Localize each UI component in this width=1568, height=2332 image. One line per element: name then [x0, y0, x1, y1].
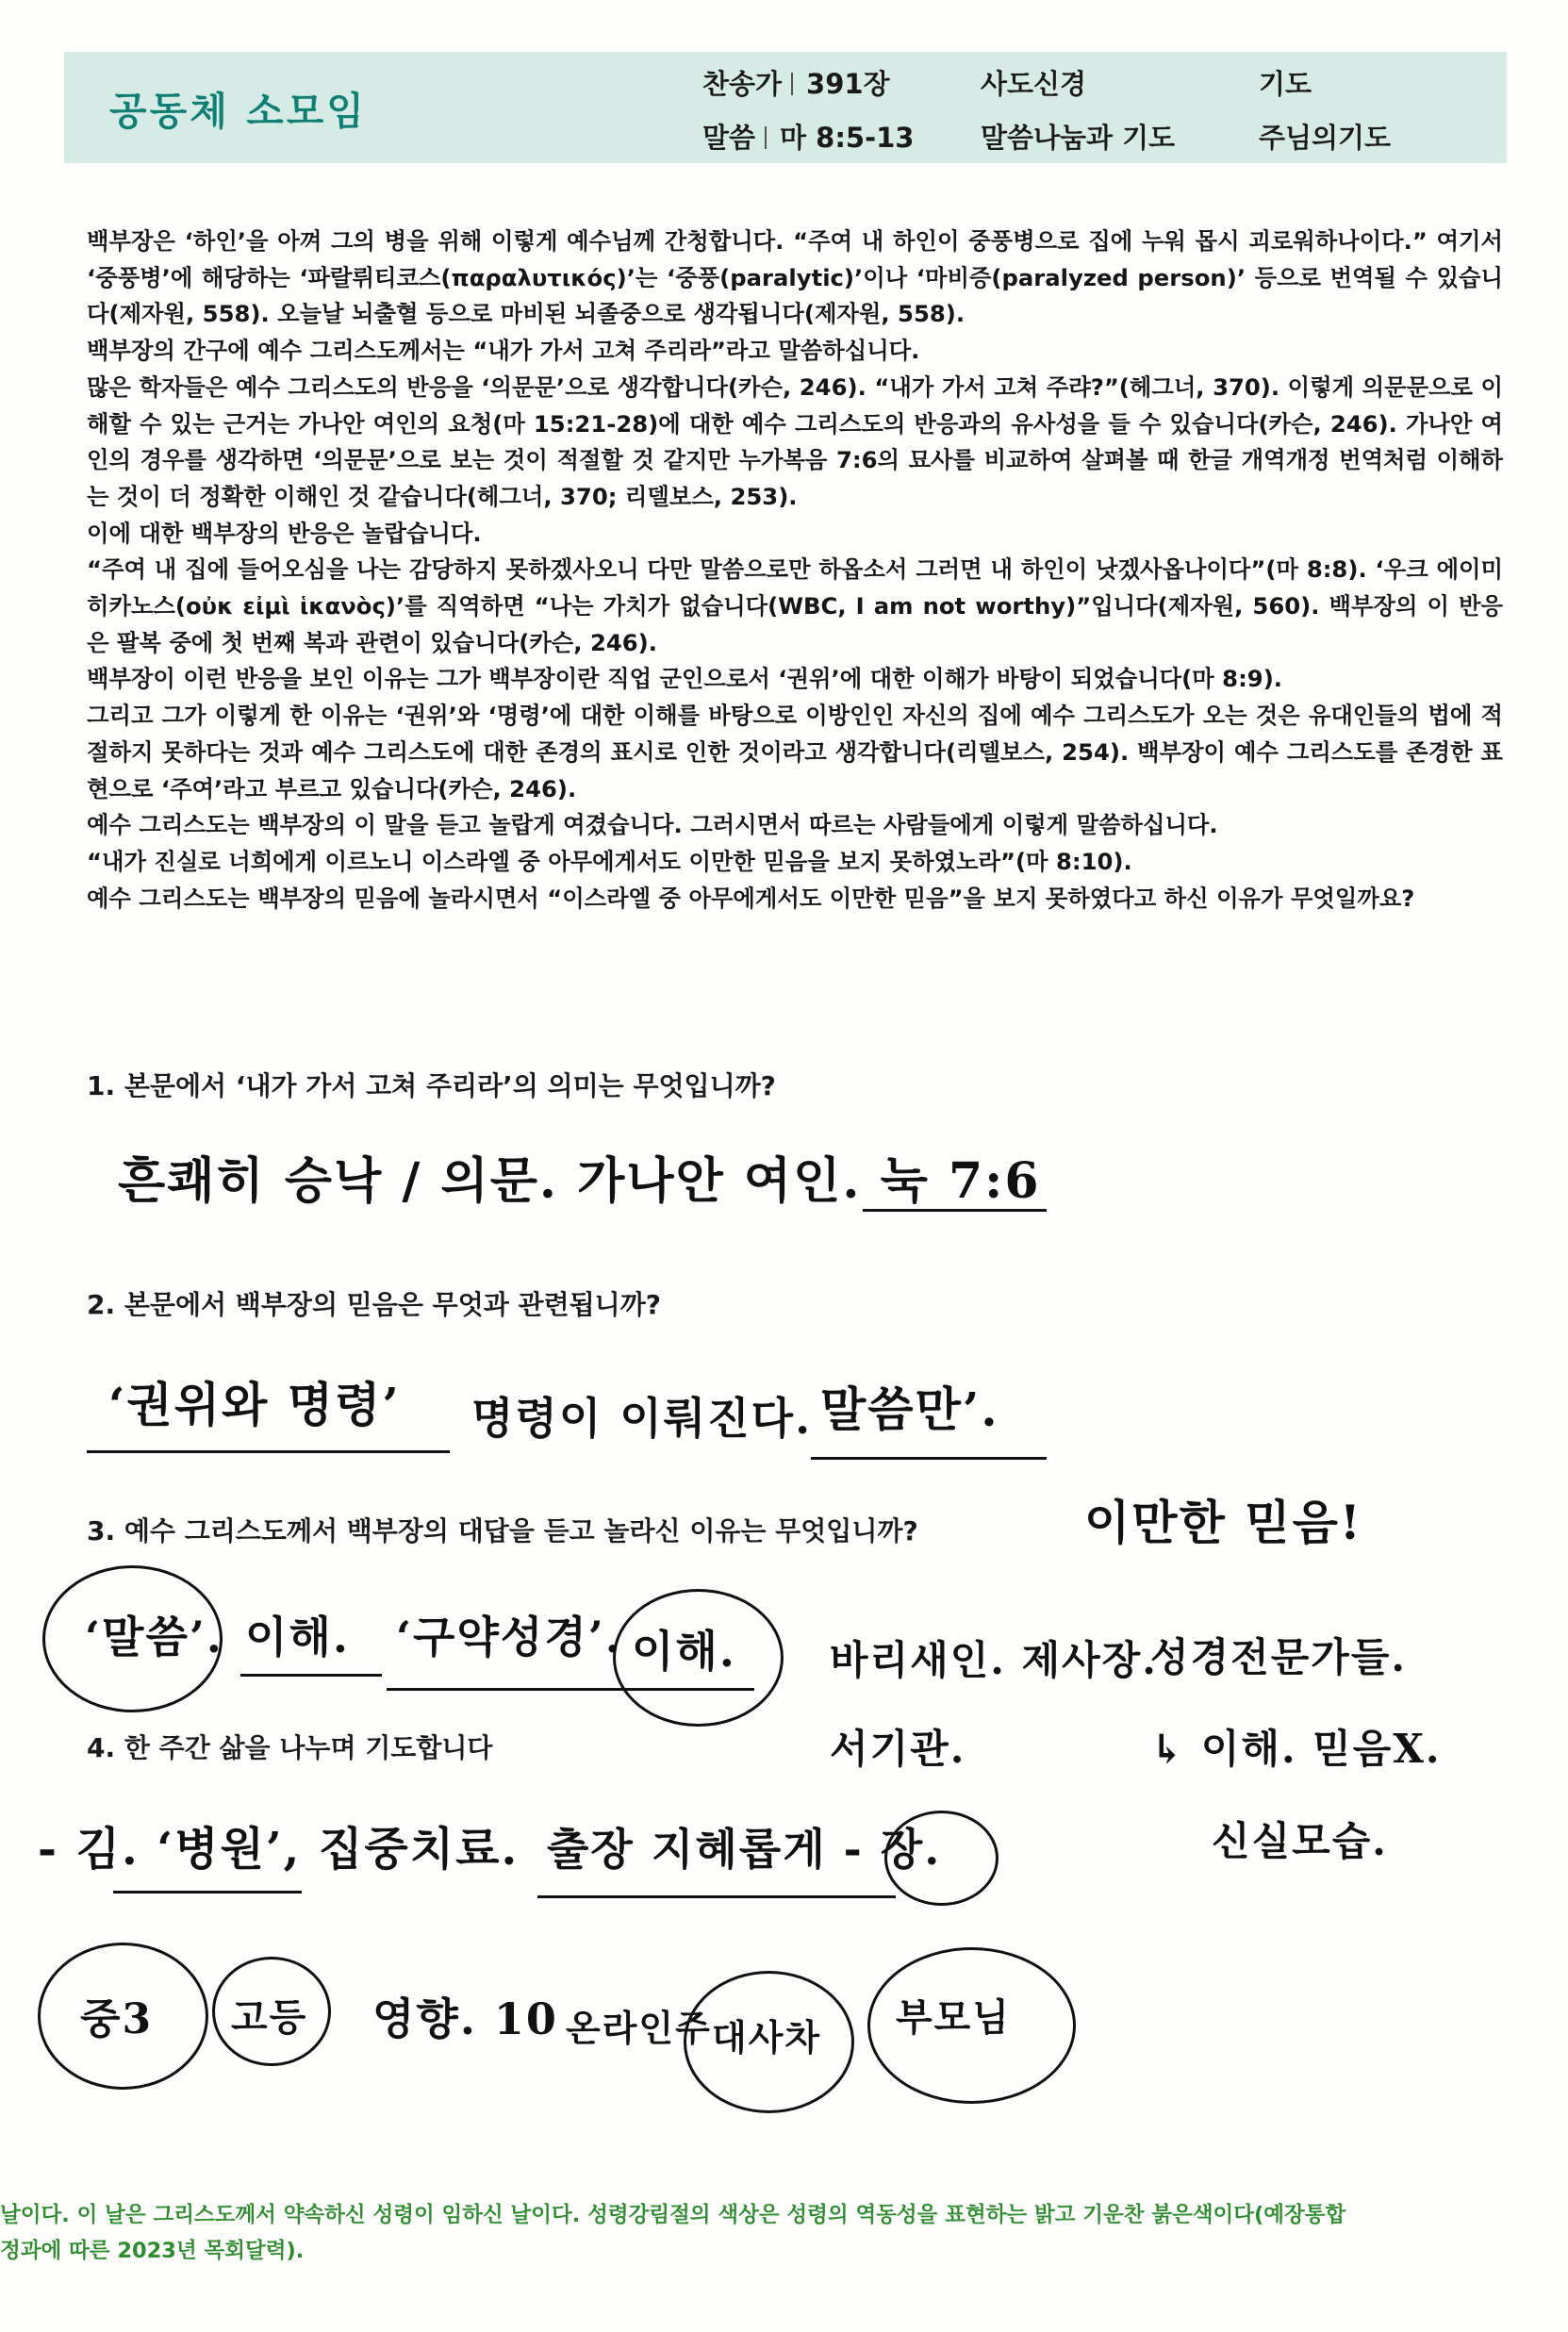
handwritten-answer-4g: 대사차 [712, 2016, 822, 2059]
handwritten-answer-3i: 신실모습. [1212, 1818, 1388, 1864]
handwritten-answer-2c: 말씀만’. [820, 1381, 999, 1437]
underline [87, 1450, 450, 1453]
question-3: 3. 예수 그리스도께서 백부장의 대답을 듣고 놀라신 이유는 무엇입니까? [87, 1515, 918, 1546]
footnote-line: 정과에 따른 2023년 목회달력). [0, 2239, 305, 2263]
paragraph: 백부장은 ‘하인’을 아껴 그의 병을 위해 이렇게 예수님께 간청합니다. “주여 내 하인이 중풍병으로 집에 누워 몹시 괴로워하나이다.” 여기서 ‘중풍병’에 해당하는 ‘파랄뤼티코스(παραλυτικός)’는 ‘중풍(paralytic)’이나 ‘마비증(paralyzed person)’ 등으로 번역될 수 있습니다(제자원, 558). 오늘날 뇌출혈 등으로 마비된 뇌졸중으로 생각됩니다(제자원, 558). [87, 227, 1503, 328]
underline [537, 1895, 896, 1898]
handwritten-answer-4d: 고등 [231, 1995, 308, 2040]
handwritten-answer-3a: ‘말씀’. [85, 1612, 223, 1662]
question-1: 1. 본문에서 ‘내가 가서 고쳐 주리라’의 의미는 무엇입니까? [87, 1070, 776, 1101]
sharing-item: 말씀나눔과 기도 [981, 122, 1176, 154]
prayer-item: 기도 [1259, 68, 1312, 100]
page-title: 공동체 소모임 [109, 89, 367, 134]
paragraph: 예수 그리스도는 백부장의 믿음에 놀라시면서 “이스라엘 중 아무에게서도 이만한 믿음”을 보지 못하였다고 하신 이유가 무엇일까요? [87, 884, 1415, 912]
creed-item: 사도신경 [981, 68, 1087, 100]
handwritten-answer-3e: 바리새인. 제사장. [830, 1637, 1158, 1683]
handwritten-answer-4b: 출장 지혜롭게 - 장. [547, 1824, 942, 1875]
handwritten-answer-2a: ‘권위와 명령’ [108, 1377, 401, 1432]
separator [791, 73, 793, 95]
scripture-label: 말씀 [702, 122, 756, 154]
handwritten-answer-3c: ‘구약성경’. [396, 1612, 622, 1662]
footnote [0, 2197, 1509, 2269]
scripture-info [702, 117, 915, 156]
handwritten-answer-3f: 서기관. [830, 1726, 966, 1772]
handwritten-answer-3-top: 이만한 믿음! [1084, 1495, 1362, 1550]
handwritten-answer-3g: 성경전문가들. [1150, 1634, 1408, 1680]
handwritten-answer-3b: 이해. [245, 1612, 350, 1662]
paragraph: 백부장이 이런 반응을 보인 이유는 그가 백부장이란 직업 군인으로서 ‘권위’에 대한 이해가 바탕이 되었습니다(마 8:9). [87, 665, 1283, 693]
handwritten-answer-4c: 중3 [80, 1995, 154, 2043]
circle-mark [884, 1811, 999, 1906]
paragraph: 예수 그리스도는 백부장의 이 말을 듣고 놀랍게 여겼습니다. 그러시면서 따르는 사람들에게 이렇게 말씀하십니다. [87, 811, 1218, 839]
paragraph: 많은 학자들은 예수 그리스도의 반응을 ‘의문문’으로 생각합니다(카슨, 246). “내가 가서 고쳐 주랴?”(헤그너, 370). 이렇게 의문문으로 이해할 수 있는 근거는 가나안 여인의 요청(마 15:21-28)에 대한 예수 그리스도의 반응과의 유사성을 들 수 있습니다(카슨, 246). 가나안 여인의 경우를 생각하면 ‘의문문’으로 보는 것이 적절할 것 같지만 누가복음 7:6의 묘사를 비교하여 살펴볼 때 한글 개역개정 번역처럼 이해하는 것이 더 정확한 이해인 것 같습니다(헤그너, 370; 리델보스, 253). [87, 372, 1503, 510]
commentary-text [87, 223, 1503, 917]
underline [863, 1209, 1047, 1212]
paragraph: “주여 내 집에 들어오심을 나는 감당하지 못하겠사오니 다만 말씀으로만 하옵소서 그러면 내 하인이 낫겠사옵나이다”(마 8:8). ‘우크 에이미 히카노스(οὐκ εἰμὶ ἱκανὸς)’를 직역하면 “나는 가치가 없습니다(WBC, I am not worthy)”입니다(제자원, 560). 백부장의 이 반응은 팔복 중에 첫 번째 복과 관련이 있습니다(카슨, 246). [87, 555, 1503, 656]
handwritten-answer-4h: 부모님 [896, 1995, 1011, 2040]
paragraph: “내가 진실로 너희에게 이르노니 이스라엘 중 아무에게서도 이만한 믿음을 보지 못하였노라”(마 8:10). [87, 847, 1132, 875]
handwritten-answer-2b: 명령이 이뤄진다. [471, 1393, 813, 1444]
paragraph: 이에 대한 백부장의 반응은 놀랍습니다. [87, 519, 482, 547]
hymn-info [702, 63, 890, 102]
underline [240, 1674, 382, 1677]
handwritten-answer-3h: ↳ 이해. 믿음X. [1150, 1726, 1442, 1772]
underline [811, 1457, 1047, 1460]
question-2: 2. 본문에서 백부장의 믿음은 무엇과 관련됩니까? [87, 1289, 662, 1320]
handwritten-answer-4e: 영향. 10 [372, 1993, 558, 2044]
paragraph: 백부장의 간구에 예수 그리스도께서는 “내가 가서 고쳐 주리라”라고 말씀하십니다. [87, 337, 920, 365]
handwritten-answer-4a: - 김. ‘병원’, 집중치료. [38, 1823, 520, 1876]
paragraph: 그리고 그가 이렇게 한 이유는 ‘권위’와 ‘명령’에 대한 이해를 바탕으로 이방인인 자신의 집에 예수 그리스도가 오는 것은 유대인들의 법에 적절하지 못하다는 것과 예수 그리스도에 대한 존경의 표시로 인한 것이라고 생각합니다(리델보스, 254). 백부장이 예수 그리스도를 존경한 표현으로 ‘주여’라고 부르고 있습니다(카슨, 246). [87, 702, 1503, 802]
handwritten-answer-4f: 온라인주 [566, 2007, 712, 2049]
scripture-value: 마 8:5-13 [780, 122, 915, 154]
hymn-value: 391장 [806, 68, 890, 100]
underline [113, 1891, 302, 1894]
handwritten-answer-3d: 이해. [632, 1626, 736, 1677]
separator [765, 126, 767, 149]
lords-prayer-item: 주님의기도 [1259, 122, 1392, 154]
handwritten-answer-1: 흔쾌히 승낙 / 의문. 가나안 여인. 눅 7:6 [118, 1152, 1041, 1210]
question-4: 4. 한 주간 삶을 나누며 기도합니다 [87, 1732, 493, 1763]
hymn-label: 찬송가 [702, 68, 783, 100]
footnote-line: 날이다. 이 날은 그리스도께서 약속하신 성령이 임하신 날이다. 성령강림절의 색상은 성령의 역동성을 표현하는 밝고 기운찬 붉은색이다(예장통합 [0, 2203, 1346, 2227]
